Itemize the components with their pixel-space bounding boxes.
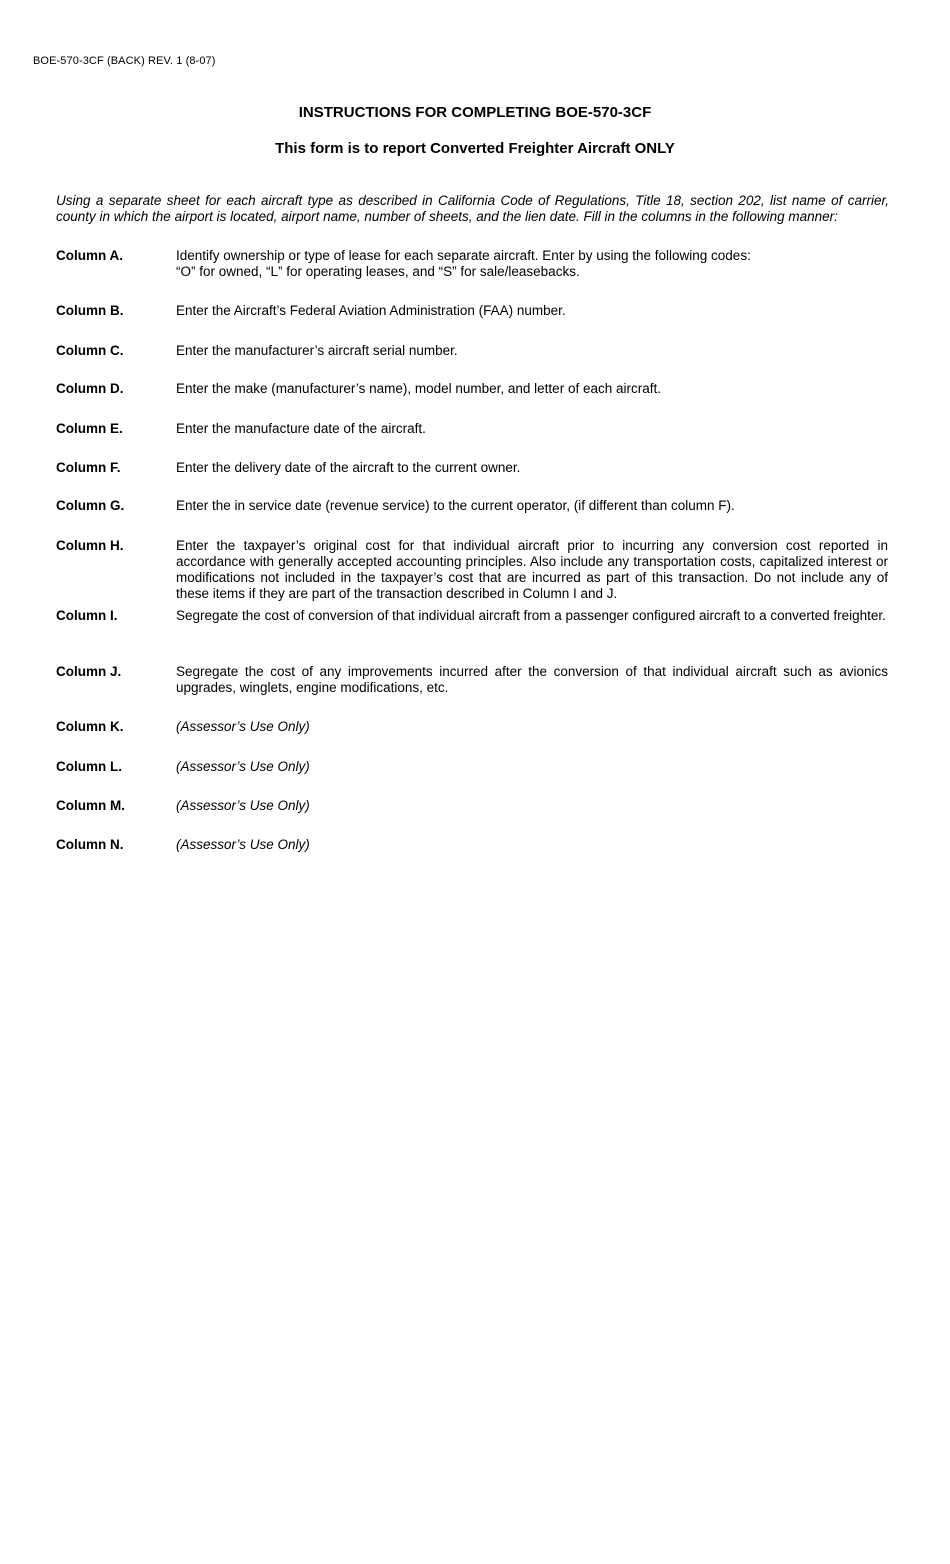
intro-paragraph: Using a separate sheet for each aircraft type as described in California Code of Regulations, Title 18, section 202, list name of carrier, county in which the airport is located, airport name, number of sheets, and the lien date. Fill in the columns in the following manner: <box>56 193 889 224</box>
form-number: BOE-570-3CF (BACK) REV. 1 (8-07) <box>33 55 216 67</box>
column-d-label: Column D. <box>56 381 124 396</box>
column-f-label: Column F. <box>56 460 121 475</box>
column-i-text: Segregate the cost of conversion of that individual aircraft from a passenger configured aircraft to a converted freighter. <box>176 608 886 623</box>
column-b-text: Enter the Aircraft’s Federal Aviation Administration (FAA) number. <box>176 303 566 318</box>
column-k-text: (Assessor’s Use Only) <box>176 719 310 734</box>
column-a-label: Column A. <box>56 248 123 263</box>
column-k-label: Column K. <box>56 719 124 734</box>
column-d-text: Enter the make (manufacturer’s name), model number, and letter of each aircraft. <box>176 381 661 396</box>
column-a-text-line2: “O” for owned, “L” for operating leases, and “S” for sale/leasebacks. <box>176 264 580 279</box>
column-h-text: Enter the taxpayer’s original cost for that individual aircraft prior to incurring any conversion cost reported in accordance with generally accepted accounting principles. Also include any transportation costs, capitalized interest or modifications not included in the taxpayer’s cost that are incurred as part of this transaction. Do not include any of these items if they are part of the transaction described in Column I and J. <box>176 538 888 601</box>
column-i-label: Column I. <box>56 608 118 623</box>
column-m-label: Column M. <box>56 798 125 813</box>
column-b-label: Column B. <box>56 303 124 318</box>
column-e-text: Enter the manufacture date of the aircraft. <box>176 421 426 436</box>
column-f-text: Enter the delivery date of the aircraft to the current owner. <box>176 460 521 475</box>
page-subtitle: This form is to report Converted Freighter Aircraft ONLY <box>275 140 675 157</box>
column-m-text: (Assessor’s Use Only) <box>176 798 310 813</box>
column-n-label: Column N. <box>56 837 124 852</box>
column-l-text: (Assessor’s Use Only) <box>176 759 310 774</box>
column-j-label: Column J. <box>56 664 122 679</box>
column-n-text: (Assessor’s Use Only) <box>176 837 310 852</box>
page-title: INSTRUCTIONS FOR COMPLETING BOE-570-3CF <box>298 104 652 121</box>
column-c-text: Enter the manufacturer’s aircraft serial number. <box>176 343 458 358</box>
column-g-text: Enter the in service date (revenue service) to the current operator, (if different than column F). <box>176 498 735 513</box>
column-h-label: Column H. <box>56 538 124 553</box>
column-l-label: Column L. <box>56 759 122 774</box>
column-j-text: Segregate the cost of any improvements incurred after the conversion of that individual aircraft such as avionics upgrades, winglets, engine modifications, etc. <box>176 664 888 695</box>
column-g-label: Column G. <box>56 498 125 513</box>
column-a-text <box>176 248 888 280</box>
column-e-label: Column E. <box>56 421 123 436</box>
column-c-label: Column C. <box>56 343 124 358</box>
column-a-text-line1: Identify ownership or type of lease for each separate aircraft. Enter by using the following codes: <box>176 248 751 263</box>
